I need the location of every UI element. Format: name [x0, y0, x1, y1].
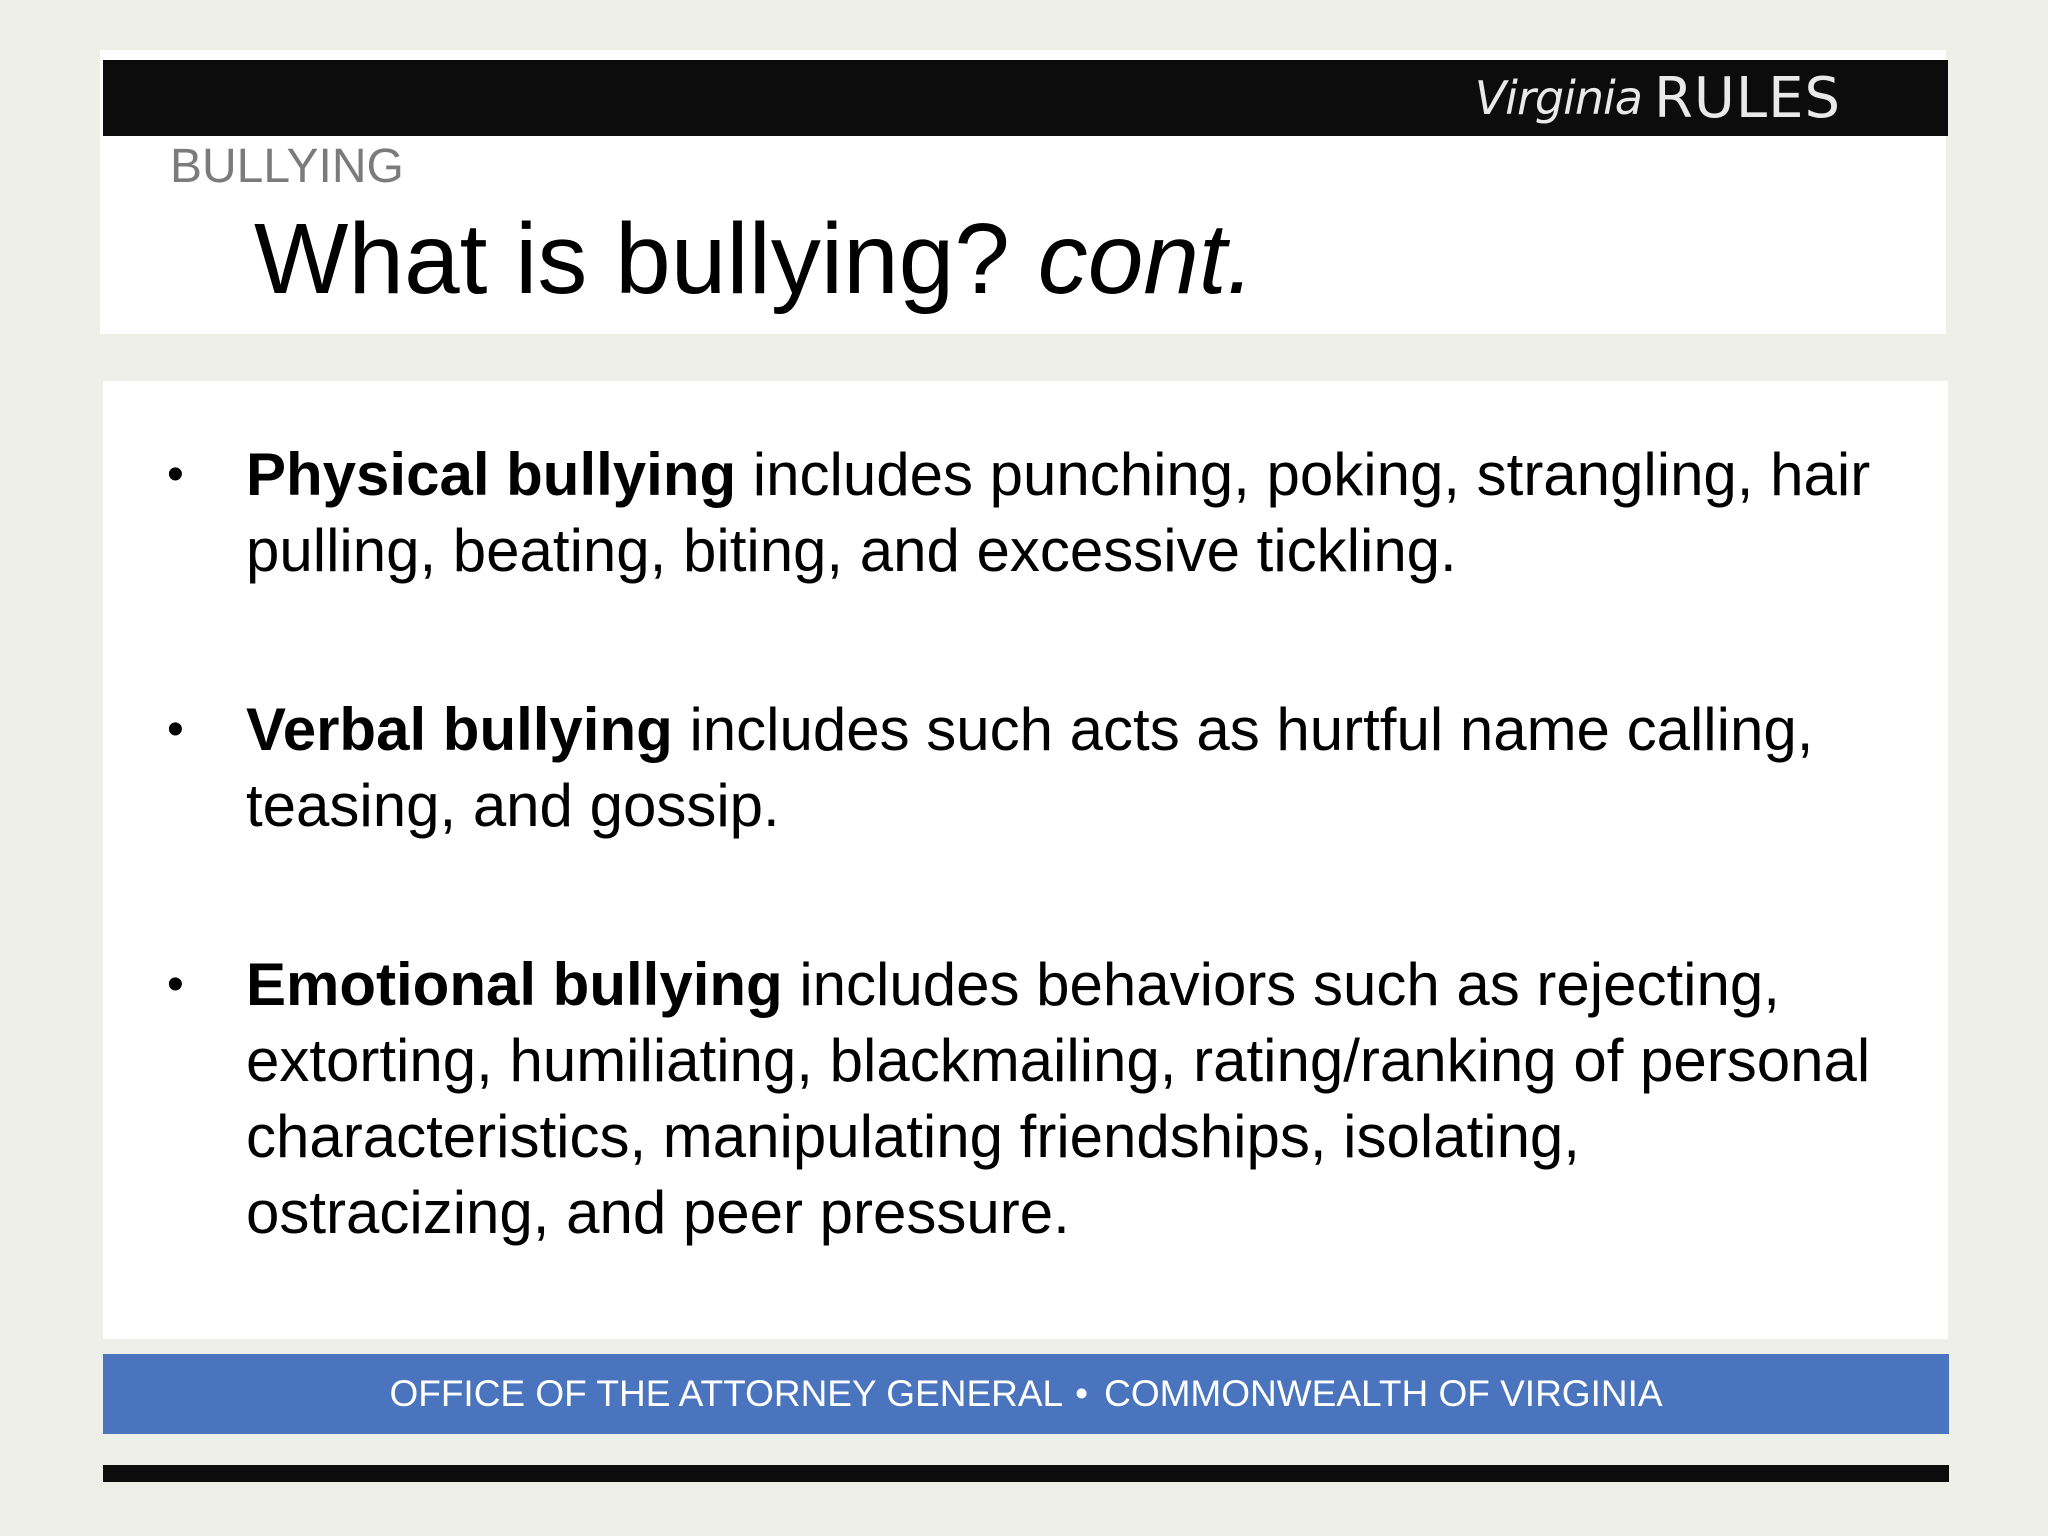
- bullet-marker: •: [167, 958, 184, 1011]
- title-emphasis: cont.: [1037, 203, 1255, 315]
- footer-office: OFFICE OF THE ATTORNEY GENERAL: [389, 1373, 1064, 1414]
- logo-script-text: Virginia: [1474, 71, 1642, 125]
- bullet-verbal: [103, 692, 1948, 844]
- bullet-text: includes such acts as hurtful name calling, teasing, and gossip.: [246, 696, 1814, 839]
- footer-commonwealth: COMMONWEALTH OF VIRGINIA: [1104, 1373, 1663, 1414]
- bullet-text: includes behaviors such as rejecting, extorting, humiliating, blackmailing, rating/ranking of personal characteristics, manipulating friendships, isolating, ostracizing, and peer pressure.: [246, 951, 1871, 1246]
- bullet-term: Verbal bullying: [246, 696, 673, 763]
- bullet-text: includes punching, poking, strangling, hair pulling, beating, biting, and excessive tickling.: [246, 441, 1871, 584]
- bullet-term: Physical bullying: [246, 441, 737, 508]
- footer-bar: [103, 1354, 1949, 1434]
- title-main: What is bullying?: [254, 203, 1038, 315]
- bullet-marker: •: [167, 448, 184, 501]
- bullet-emotional: [103, 947, 1948, 1251]
- content-panel: [103, 381, 1948, 1339]
- section-label: BULLYING: [170, 140, 404, 193]
- bullet-term: Emotional bullying: [246, 951, 783, 1018]
- bottom-rule: [103, 1465, 1949, 1482]
- bullet-list: [103, 437, 1948, 1251]
- virginia-rules-logo: [1475, 62, 1841, 134]
- footer-separator: •: [1075, 1373, 1089, 1414]
- bullet-physical: [103, 437, 1948, 589]
- slide-title: [254, 204, 1255, 314]
- logo-caps-text: RULES: [1653, 65, 1841, 131]
- brand-bar: [103, 60, 1948, 136]
- bullet-marker: •: [167, 703, 184, 756]
